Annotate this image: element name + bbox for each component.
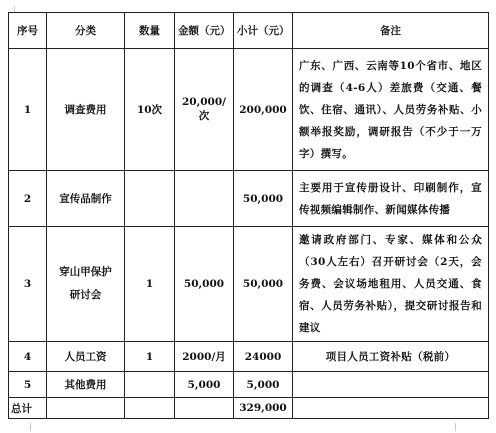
cell-category: 其他费用 xyxy=(47,372,125,398)
cell-category: 人员工资 xyxy=(47,342,125,372)
cell-subtotal: 24000 xyxy=(234,342,293,372)
cell-no: 5 xyxy=(9,372,47,398)
header-amount: 金额（元） xyxy=(175,13,234,49)
cell-amount xyxy=(175,171,234,227)
cell-no: 2 xyxy=(9,171,47,227)
table-row xyxy=(9,49,489,171)
table-row xyxy=(9,227,489,342)
cell-category: 调查费用 xyxy=(47,49,125,171)
cell-empty xyxy=(293,398,489,419)
total-value: 329,000 xyxy=(234,398,293,419)
cell-no: 3 xyxy=(9,227,47,342)
cell-qty xyxy=(125,372,175,398)
cell-amount: 50,000 xyxy=(175,227,234,342)
table-row xyxy=(9,171,489,227)
cell-qty: 10次 xyxy=(125,49,175,171)
cell-qty xyxy=(125,171,175,227)
cell-amount: 5,000 xyxy=(175,372,234,398)
cell-qty: 1 xyxy=(125,227,175,342)
cell-subtotal: 50,000 xyxy=(234,227,293,342)
cell-category xyxy=(47,227,125,342)
cell-note xyxy=(293,372,489,398)
table-row xyxy=(9,342,489,372)
cell-subtotal: 5,000 xyxy=(234,372,293,398)
total-label: 总计 xyxy=(9,398,47,419)
cell-category-line: 穿山甲保护 xyxy=(59,266,112,278)
cell-category: 宣传品制作 xyxy=(47,171,125,227)
cell-qty: 1 xyxy=(125,342,175,372)
cell-amount: 2000/月 xyxy=(175,342,234,372)
cell-empty xyxy=(175,398,234,419)
cell-no: 4 xyxy=(9,342,47,372)
cell-empty xyxy=(125,398,175,419)
cell-subtotal: 200,000 xyxy=(234,49,293,171)
header-category: 分类 xyxy=(47,13,125,49)
cell-note: 广东、广西、云南等10个省市、地区的调查（4-6人）差旅费（交通、餐饮、住宿、通讯）、人员劳务补贴、小额举报奖励，调研报告（不少于一万字）撰写。 xyxy=(293,49,489,171)
cell-no: 1 xyxy=(9,49,47,171)
table-header-row xyxy=(9,13,489,49)
page-margin-mark xyxy=(30,423,31,431)
header-subtotal: 小计（元） xyxy=(234,13,293,49)
cell-amount: 20,000/次 xyxy=(175,49,234,171)
total-row xyxy=(9,398,489,419)
header-note: 备注 xyxy=(293,13,489,49)
cell-empty xyxy=(47,398,125,419)
table-row xyxy=(9,372,489,398)
header-no: 序号 xyxy=(9,13,47,49)
cell-subtotal: 50,000 xyxy=(234,171,293,227)
cell-category-line: 研讨会 xyxy=(69,289,102,301)
budget-table xyxy=(8,12,489,419)
cell-note: 邀请政府部门、专家、媒体和公众（30人左右）召开研讨会（2天，会务费、会议场地租用、人员交通、食宿、人员劳务补贴），提交研讨报告和建议 xyxy=(293,227,489,342)
cell-note: 项目人员工资补贴（税前） xyxy=(293,342,489,372)
page-margin-mark xyxy=(455,423,456,431)
header-qty: 数量 xyxy=(125,13,175,49)
cell-note: 主要用于宣传册设计、印刷制作，宣传视频编辑制作、新闻媒体传播 xyxy=(293,171,489,227)
